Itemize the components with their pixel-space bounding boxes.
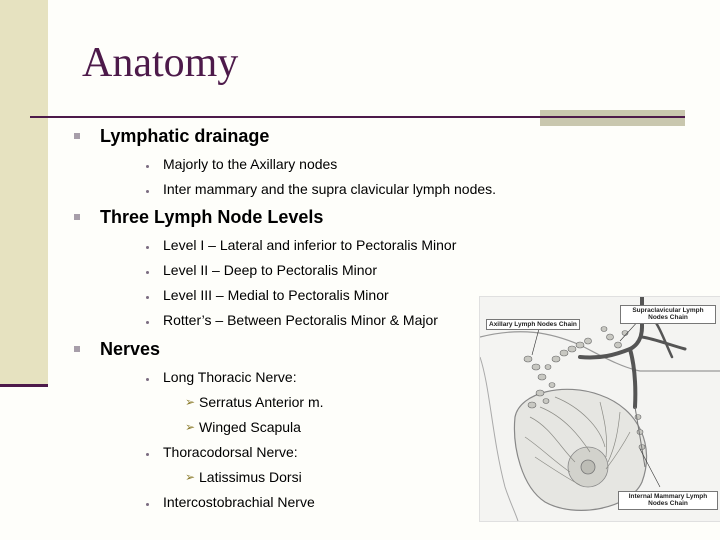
list-item: Level III – Medial to Pectoralis Minor [163,287,389,303]
figure-label-internal-mammary [618,491,718,510]
list-subitem: Serratus Anterior m. [199,394,324,410]
arrow-bullet-icon: ➢ [185,395,196,409]
dot-bullet-icon [146,165,149,168]
list-subitem: Latissimus Dorsi [199,469,302,485]
dot-bullet-icon [146,503,149,506]
arrow-bullet-icon: ➢ [185,470,196,484]
figure-label-line: Nodes Chain [648,500,688,508]
dot-bullet-icon [146,296,149,299]
slide-title: Anatomy [82,40,239,86]
dot-bullet-icon [146,378,149,381]
list-item: Rotter’s – Between Pectoralis Minor & Major [163,312,438,328]
list-item: Majorly to the Axillary nodes [163,156,338,172]
square-bullet-icon [74,346,80,352]
anatomy-drawing [480,297,720,521]
bullet-lymph-node-levels: Three Lymph Node Levels [100,207,324,227]
figure-label-line: Nodes Chain [648,314,688,322]
figure-label-axillary: Axillary Lymph Nodes Chain [486,319,580,330]
list-subitem: Winged Scapula [199,419,301,435]
dot-bullet-icon [146,190,149,193]
dot-bullet-icon [146,271,149,274]
dot-bullet-icon [146,246,149,249]
arrow-bullet-icon: ➢ [185,420,196,434]
bullet-nerves: Nerves [100,339,161,359]
list-item: Level I – Lateral and inferior to Pectoralis Minor [163,237,457,253]
dot-bullet-icon [146,453,149,456]
bullet-lymphatic-drainage: Lymphatic drainage [100,126,270,146]
square-bullet-icon [74,133,80,139]
figure-label-line: Internal Mammary Lymph [628,493,708,500]
list-item: Level II – Deep to Pectoralis Minor [163,262,377,278]
list-item: Thoracodorsal Nerve: [163,444,298,460]
list-item: Long Thoracic Nerve: [163,369,297,385]
breast-lymph-anatomy-illustration [479,296,720,522]
figure-label-supraclavicular [620,305,716,324]
list-item: Inter mammary and the supra clavicular lymph nodes. [163,181,497,197]
list-item: Intercostobrachial Nerve [163,494,315,510]
figure-label-line: Supraclavicular Lymph [632,307,704,314]
square-bullet-icon [74,214,80,220]
dot-bullet-icon [146,321,149,324]
